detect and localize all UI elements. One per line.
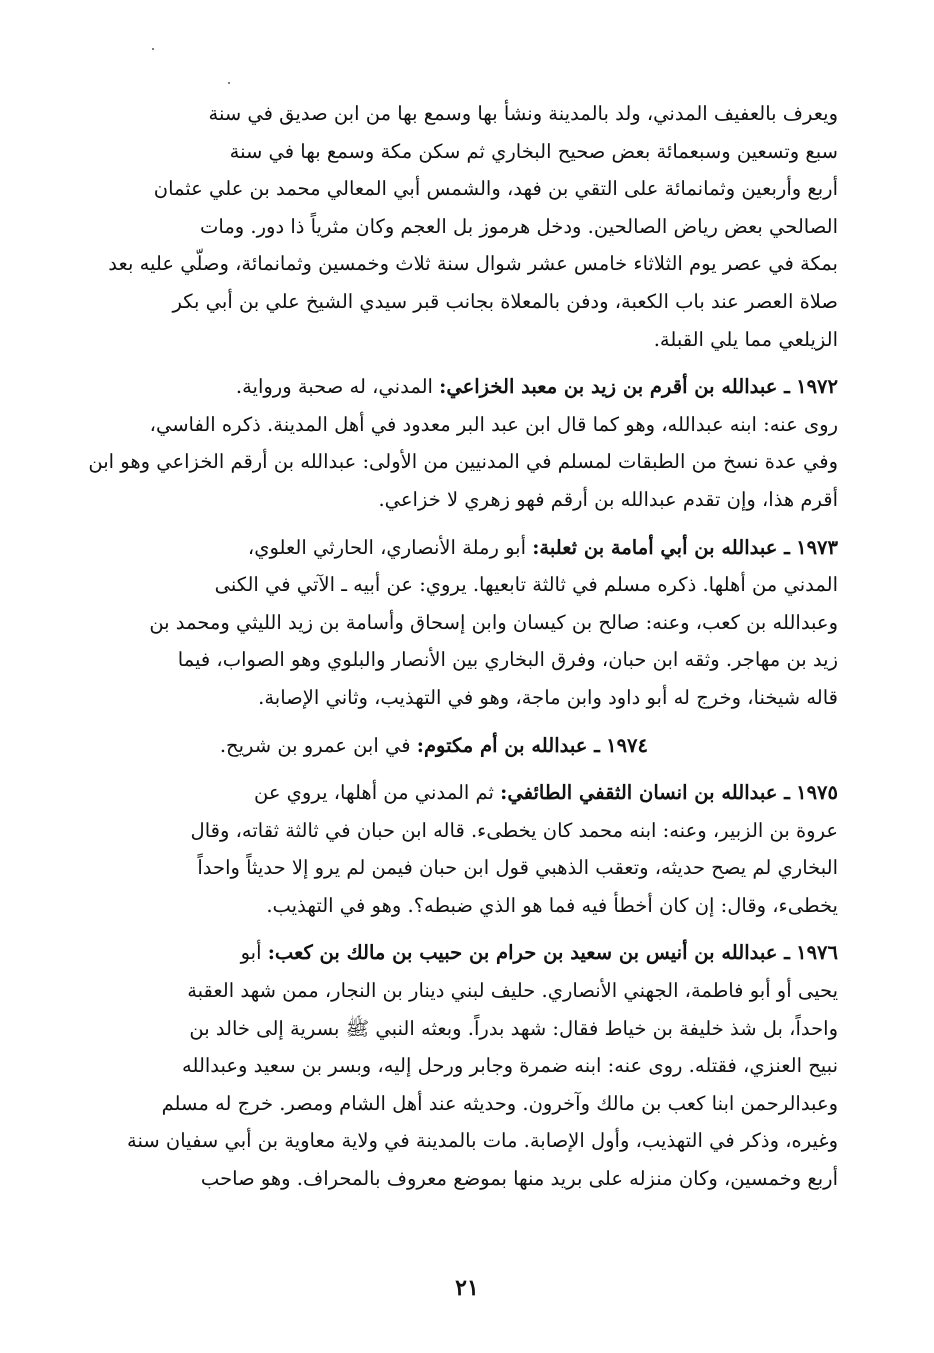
text-line: الزيلعي مما يلي القبلة.	[653, 327, 838, 351]
entry-1975	[78, 774, 838, 924]
text-line: وعبدالرحمن ابنا كعب بن مالك وآخرون. وحديثه عند أهل الشام ومصر. خرج له مسلم	[161, 1091, 838, 1115]
text-line: صلاة العصر عند باب الكعبة، ودفن بالمعلاة بجانب قبر سيدي الشيخ علي بن أبي بكر	[172, 289, 838, 313]
text-line: وغيره، وذكر في التهذيب، وأول الإصابة. مات بالمدينة في ولاية معاوية بن أبي سفيان سنة	[127, 1129, 838, 1153]
scan-speck	[152, 48, 154, 50]
entry-first-line: ١٩٧٥ ـ عبدالله بن انسان الثقفي الطائفي: ثم المدني من أهلها، يروي عن	[253, 781, 838, 805]
entry-1974	[78, 727, 838, 765]
text-line: أربع وأربعين وثمانمائة على التقي بن فهد، والشمس أبي المعالي محمد بن علي عثمان	[153, 177, 838, 201]
entry-heading: عبدالله بن انسان الثقفي الطائفي:	[500, 781, 778, 805]
entry-text: أبو رملة الأنصاري، الحارثي العلوي،	[247, 535, 527, 559]
text-line: واحداً، بل شذ خليفة بن خياط فقال: شهد بدراً. وبعثه النبي ﷺ بسرية إلى خالد بن	[189, 1016, 838, 1040]
entry-heading: عبدالله بن أقرم بن زيد بن معبد الخزاعي:	[439, 375, 778, 399]
text-line: زيد بن مهاجر. وثقه ابن حبان، وفرق البخاري بين الأنصار والبلوي وهو الصواب، فيما	[177, 648, 838, 672]
text-line: ويعرف بالعفيف المدني، ولد بالمدينة ونشأ بها وسمع بها من ابن صديق في سنة	[208, 102, 838, 125]
entry-number: ١٩٧٥	[796, 781, 838, 805]
page-number: ٢١	[455, 1275, 479, 1301]
entry-first-line: ١٩٧٦ ـ عبدالله بن أنيس بن سعيد بن حرام بن حبيب بن مالك بن كعب: أبو	[240, 941, 838, 965]
entry-heading: عبدالله بن أبي أمامة بن ثعلبة:	[532, 535, 778, 559]
entry-number: ١٩٧٤	[606, 733, 648, 757]
text-line: عروة بن الزبير، وعنه: ابنه محمد كان يخطىء. قاله ابن حبان في ثالثة ثقاته، وقال	[190, 818, 838, 842]
entry-1976	[78, 934, 838, 1197]
text-line: بمكة في عصر يوم الثلاثاء خامس عشر شوال سنة ثلاث وخمسين وثمانمائة، وصلّي عليه بعد	[108, 252, 838, 276]
entry-first-line: ١٩٧٢ ـ عبدالله بن أقرم بن زيد بن معبد الخزاعي: المدني، له صحبة ورواية.	[235, 375, 838, 399]
text-line: وعبدالله بن كعب، وعنه: صالح بن كيسان وابن إسحاق وأسامة بن زيد الليثي ومحمد بن	[149, 610, 838, 634]
text-line: نبيح العنزي، فقتله. روى عنه: ابنه ضمرة وجابر ورحل إليه، وبسر بن سعيد وعبدالله	[182, 1054, 838, 1078]
entry-text: المدني، له صحبة ورواية.	[235, 375, 433, 399]
text-line: المدني من أهلها. ذكره مسلم في ثالثة تابعيها. يروي: عن أبيه ـ الآتي في الكنى	[214, 573, 838, 597]
book-page-body	[78, 95, 838, 1198]
intro-paragraph	[78, 95, 838, 358]
entry-text: ثم المدني من أهلها، يروي عن	[253, 781, 494, 805]
entry-number: ١٩٧٦	[796, 941, 838, 965]
text-line: الصالحي بعض رياض الصالحين. ودخل هرموز بل العجم وكان مثرياً ذا دور. ومات	[200, 214, 838, 238]
text-line: قاله شيخنا، وخرج له أبو داود وابن ماجة، وهو في التهذيب، وثاني الإصابة.	[258, 685, 838, 709]
entry-first-line: ١٩٧٤ ـ عبدالله بن أم مكتوم: في ابن عمرو بن شريح.	[219, 733, 648, 757]
entry-1973	[78, 529, 838, 717]
text-line: يخطىء، وقال: إن كان أخطأ فيه فما هو الذي ضبطه؟. وهو في التهذيب.	[266, 893, 838, 917]
text-line: البخاري لم يصح حديثه، وتعقب الذهبي قول ابن حبان فيمن لم يرو إلا حديثاً واحداً	[197, 856, 838, 880]
entry-text: في ابن عمرو بن شريح.	[219, 733, 411, 757]
entry-number: ١٩٧٣	[796, 535, 838, 559]
entry-heading: عبدالله بن أم مكتوم:	[416, 733, 588, 757]
text-line: روى عنه: ابنه عبدالله، وهو كما قال ابن عبد البر معدود في أهل المدينة. ذكره الفاسي،	[149, 412, 838, 436]
text-line: وفي عدة نسخ من الطبقات لمسلم في المدنيين من الأولى: عبدالله بن أرقم الخزاعي وهو ابن	[88, 450, 838, 474]
entry-first-line: ١٩٧٣ ـ عبدالله بن أبي أمامة بن ثعلبة: أبو رملة الأنصاري، الحارثي العلوي،	[247, 535, 838, 559]
entry-text: أبو	[240, 941, 262, 965]
text-line: سبع وتسعين وسبعمائة بعض صحيح البخاري ثم سكن مكة وسمع بها في سنة	[229, 139, 838, 163]
text-line: أقرم هذا، وإن تقدم عبدالله بن أرقم فهو زهري لا خزاعي.	[378, 487, 838, 511]
scan-speck	[228, 82, 230, 84]
entry-1972	[78, 368, 838, 518]
entry-number: ١٩٧٢	[796, 375, 838, 399]
text-line: أربع وخمسين، وكان منزله على بريد منها بموضع معروف بالمحراف. وهو صاحب	[200, 1167, 838, 1191]
entry-heading: عبدالله بن أنيس بن سعيد بن حرام بن حبيب بن مالك بن كعب:	[267, 941, 778, 965]
text-line: يحيى أو أبو فاطمة، الجهني الأنصاري. حليف لبني دينار بن النجار، ممن شهد العقبة	[187, 979, 838, 1003]
